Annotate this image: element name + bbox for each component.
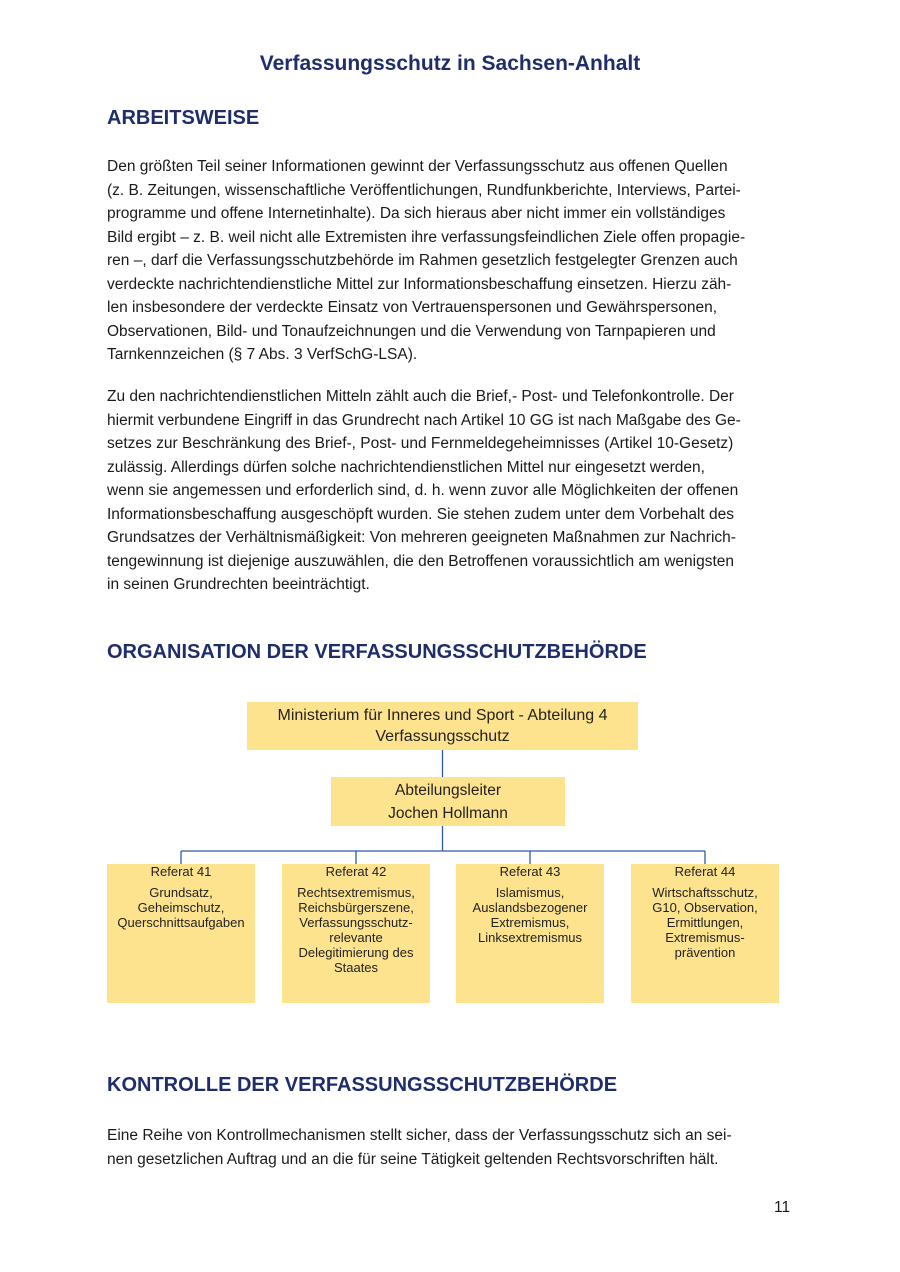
org-box-referat-44 bbox=[631, 864, 779, 1003]
paragraph-arbeitsweise-1 bbox=[107, 155, 797, 367]
text-line: verdeckte nachrichtendienstliche Mittel zur Informationsbeschaffung einsetzen. Hierzu zäh- bbox=[107, 275, 732, 293]
text-line: Eine Reihe von Kontrollmechanismen stellt sicher, dass der Verfassungsschutz sich an sei- bbox=[107, 1127, 732, 1144]
text-line: Informationsbeschaffung ausgeschöpft wurden. Sie stehen zudem unter dem Vorbehalt des bbox=[107, 505, 735, 523]
referat-title: Referat 41 bbox=[150, 864, 212, 879]
referat-description: Grundsatz, Geheimschutz, Querschnittsaufgaben bbox=[117, 885, 245, 930]
text-line: programme und offene Internetinhalte). Da sich hieraus aber nicht immer ein vollständiges bbox=[107, 205, 726, 222]
org-box-ministry bbox=[247, 702, 638, 750]
text-line: (z. B. Zeitungen, wissenschaftliche Veröffentlichungen, Rundfunkberichte, Interviews, Partei- bbox=[107, 181, 741, 199]
text-line: Bild ergibt – z. B. weil nicht alle Extremisten ihre verfassungsfeindlichen Ziele offen propagie- bbox=[107, 228, 746, 246]
section-heading-kontrolle: KONTROLLE DER VERFASSUNGSSCHUTZBEHÖRDE bbox=[107, 1074, 618, 1096]
org-box-referat-43 bbox=[456, 864, 604, 1003]
text-line: tengewinnung ist diejenige auszuwählen, die den Betroffenen voraussichtlich am wenigsten bbox=[107, 552, 735, 570]
text-line: ren –, darf die Verfassungsschutzbehörde im Rahmen gesetzlich festgelegter Grenzen auch bbox=[107, 252, 738, 269]
org-box-line: Jochen Hollmann bbox=[388, 805, 508, 822]
referat-description: Rechtsextremismus, Reichsbürgerszene, Verfassungsschutz- relevante Delegitimierung des Staates bbox=[297, 885, 415, 975]
page-number: 11 bbox=[774, 1199, 791, 1216]
section-heading-arbeitsweise: ARBEITSWEISE bbox=[107, 107, 260, 129]
referat-title: Referat 43 bbox=[499, 864, 561, 879]
org-box-line: Abteilungsleiter bbox=[395, 782, 501, 799]
referat-description: Wirtschaftsschutz, G10, Observation, Ermittlungen, Extremismus- prävention bbox=[652, 885, 758, 960]
text-line: nen gesetzlichen Auftrag und an die für seine Tätigkeit geltenden Rechtsvorschriften hält. bbox=[107, 1150, 719, 1168]
text-line: len insbesondere der verdeckte Einsatz von Vertrauenspersonen und Gewährspersonen, bbox=[107, 299, 718, 316]
text-line: Tarnkennzeichen (§ 7 Abs. 3 VerfSchG-LSA). bbox=[107, 346, 418, 363]
org-box-line: Ministerium für Inneres und Sport - Abteilung 4 bbox=[277, 707, 608, 724]
referat-title: Referat 44 bbox=[674, 864, 736, 879]
text-line: Observationen, Bild- und Tonaufzeichnungen und die Verwendung von Tarnpapieren und bbox=[107, 322, 716, 340]
org-box-referat-42 bbox=[282, 864, 430, 1003]
text-line: zulässig. Allerdings dürfen solche nachrichtendienstlichen Mittel nur eingesetzt werden, bbox=[107, 458, 705, 476]
org-box-department-head bbox=[331, 777, 565, 826]
page-title: Verfassungsschutz in Sachsen-Anhalt bbox=[259, 52, 641, 75]
text-line: Den größten Teil seiner Informationen gewinnt der Verfassungsschutz aus offenen Quellen bbox=[107, 158, 728, 175]
text-line: setzes zur Beschränkung des Brief-, Post- und Fernmeldegeheimnisses (Artikel 10-Gesetz) bbox=[107, 435, 734, 452]
paragraph-kontrolle bbox=[107, 1124, 797, 1171]
text-line: wenn sie angemessen und erforderlich sind, d. h. wenn zuvor alle Möglichkeiten der offenen bbox=[107, 482, 739, 499]
org-box-referat-41 bbox=[107, 864, 255, 1003]
referat-title: Referat 42 bbox=[325, 864, 387, 879]
text-line: hiermit verbundene Eingriff in das Grundrecht nach Artikel 10 GG ist nach Maßgabe des Ge- bbox=[107, 411, 741, 429]
paragraph-arbeitsweise-2 bbox=[107, 385, 797, 597]
text-line: Zu den nachrichtendienstlichen Mitteln zählt auch die Brief,- Post- und Telefonkontrolle. Der bbox=[107, 388, 734, 405]
text-line: in seinen Grundrechten beeinträchtigt. bbox=[107, 576, 370, 593]
text-line: Grundsatzes der Verhältnismäßigkeit: Von mehreren geeigneten Maßnahmen zur Nachrich- bbox=[107, 529, 736, 546]
referat-description: Islamismus, Auslandsbezogener Extremismus, Linksextremismus bbox=[472, 885, 588, 945]
org-box-line: Verfassungsschutz bbox=[375, 728, 510, 745]
section-heading-organisation: ORGANISATION DER VERFASSUNGSSCHUTZBEHÖRDE bbox=[107, 641, 647, 663]
